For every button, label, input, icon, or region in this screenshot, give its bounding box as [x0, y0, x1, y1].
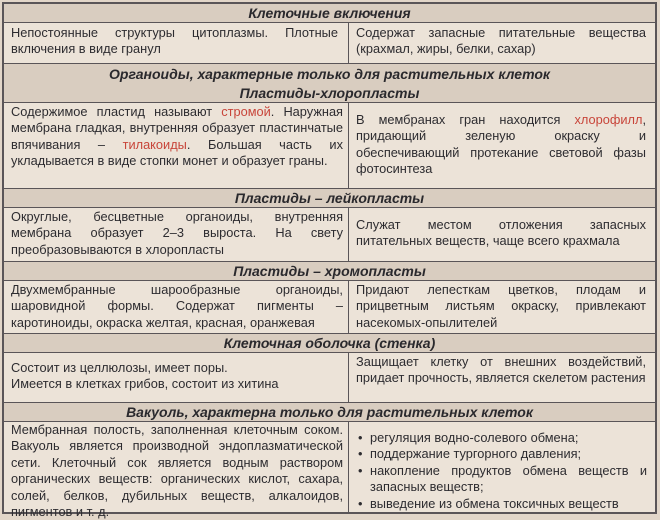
chloroplasts-text-2: . Наружная мембрана гладкая, внутренняя образует пластинчатые впячивания –	[11, 104, 343, 152]
chloroplasts-structure	[11, 104, 343, 170]
list-item: • накопление продуктов обмена веществ и запасных веществ;	[370, 463, 647, 496]
list-item: • выведение из обмена токсичных веществ	[370, 496, 647, 512]
vacuole-function-list	[357, 430, 647, 512]
header-leucoplasts: Пластиды – лейкопласты	[4, 188, 655, 208]
list-item: • поддержание тургорного давления;	[370, 446, 647, 462]
divider	[348, 280, 349, 333]
header-cell-wall: Клеточная оболочка (стенка)	[4, 333, 655, 353]
organelles-table	[2, 2, 657, 520]
chromoplasts-structure: Двухмембранные шарообразные органоиды, шаровидной формы. Содержат пигменты – каротиноиды, окраска желтая, красная, оранжевая	[11, 282, 343, 330]
header-vacuole: Вакуоль, характерна только для растительных клеток	[4, 402, 655, 422]
stroma-term: стромой	[221, 104, 271, 119]
header-chromoplasts: Пластиды – хромопласты	[4, 261, 655, 281]
divider	[348, 352, 349, 402]
header-chloroplasts: Пластиды-хлоропласты	[4, 84, 655, 103]
divider	[348, 421, 349, 514]
chloroplasts-text-1: Содержимое пластид называют	[11, 104, 222, 119]
header-plant-organelles: Органоиды, характерные только для растительных клеток	[4, 63, 655, 85]
chloroplasts-fn-text-1: В мембранах гран находится	[356, 112, 575, 127]
divider	[348, 103, 349, 188]
cell-wall-function: Защищает клетку от внешних воздействий, придает прочность, является скелетом растения	[356, 354, 646, 386]
cell-wall-line-1: Состоит из целлюлозы, имеет поры.	[11, 360, 228, 375]
leucoplasts-structure: Округлые, бесцветные органоиды, внутренняя мембрана образует 2–3 выроста. На свету преобразовываются в хлоропласты	[11, 209, 343, 257]
list-item: • регуляция водно-солевого обмена;	[370, 430, 647, 446]
chromoplasts-function: Придают лепесткам цветков, плодам и прицветным листьям окраску, привлекают насекомых-опылителей	[356, 282, 646, 330]
cell-wall-line-2: Имеется в клетках грибов, состоит из хитина	[11, 376, 279, 392]
leucoplasts-function: Служат местом отложения запасных питательных веществ, чаще всего крахмала	[356, 217, 646, 249]
divider	[348, 23, 349, 63]
chloroplasts-fn-text-2: , придающий зеленую окраску и обеспечивающий протекание световой фазы фотосинтеза	[356, 112, 646, 177]
vacuole-structure: Мембранная полость, заполненная клеточным соком. Вакуоль является производной эндоплазматической сети. Клеточный сок является водным раствором органических веществ: органических кислот, сахара, солей, белков, дубильных веществ, алкалоидов, пигментов и т. д.	[11, 422, 343, 520]
header-inclusions: Клеточные включения	[4, 4, 655, 23]
inclusions-description: Непостоянные структуры цитоплазмы. Плотные включения в виде гранул	[11, 25, 338, 57]
divider	[348, 207, 349, 261]
vacuole-functions	[357, 430, 647, 512]
thylakoids-term: тилакоиды	[122, 136, 187, 152]
chlorophyll-term: хлорофилл	[574, 112, 643, 127]
cell-wall-structure	[11, 360, 343, 393]
chloroplasts-text-3: . Большая часть их укладывается в виде стопки монет и образует граны.	[11, 136, 343, 169]
inclusions-function: Содержат запасные питательные вещества (крахмал, жиры, белки, сахар)	[356, 25, 646, 57]
chloroplasts-function	[356, 112, 646, 178]
